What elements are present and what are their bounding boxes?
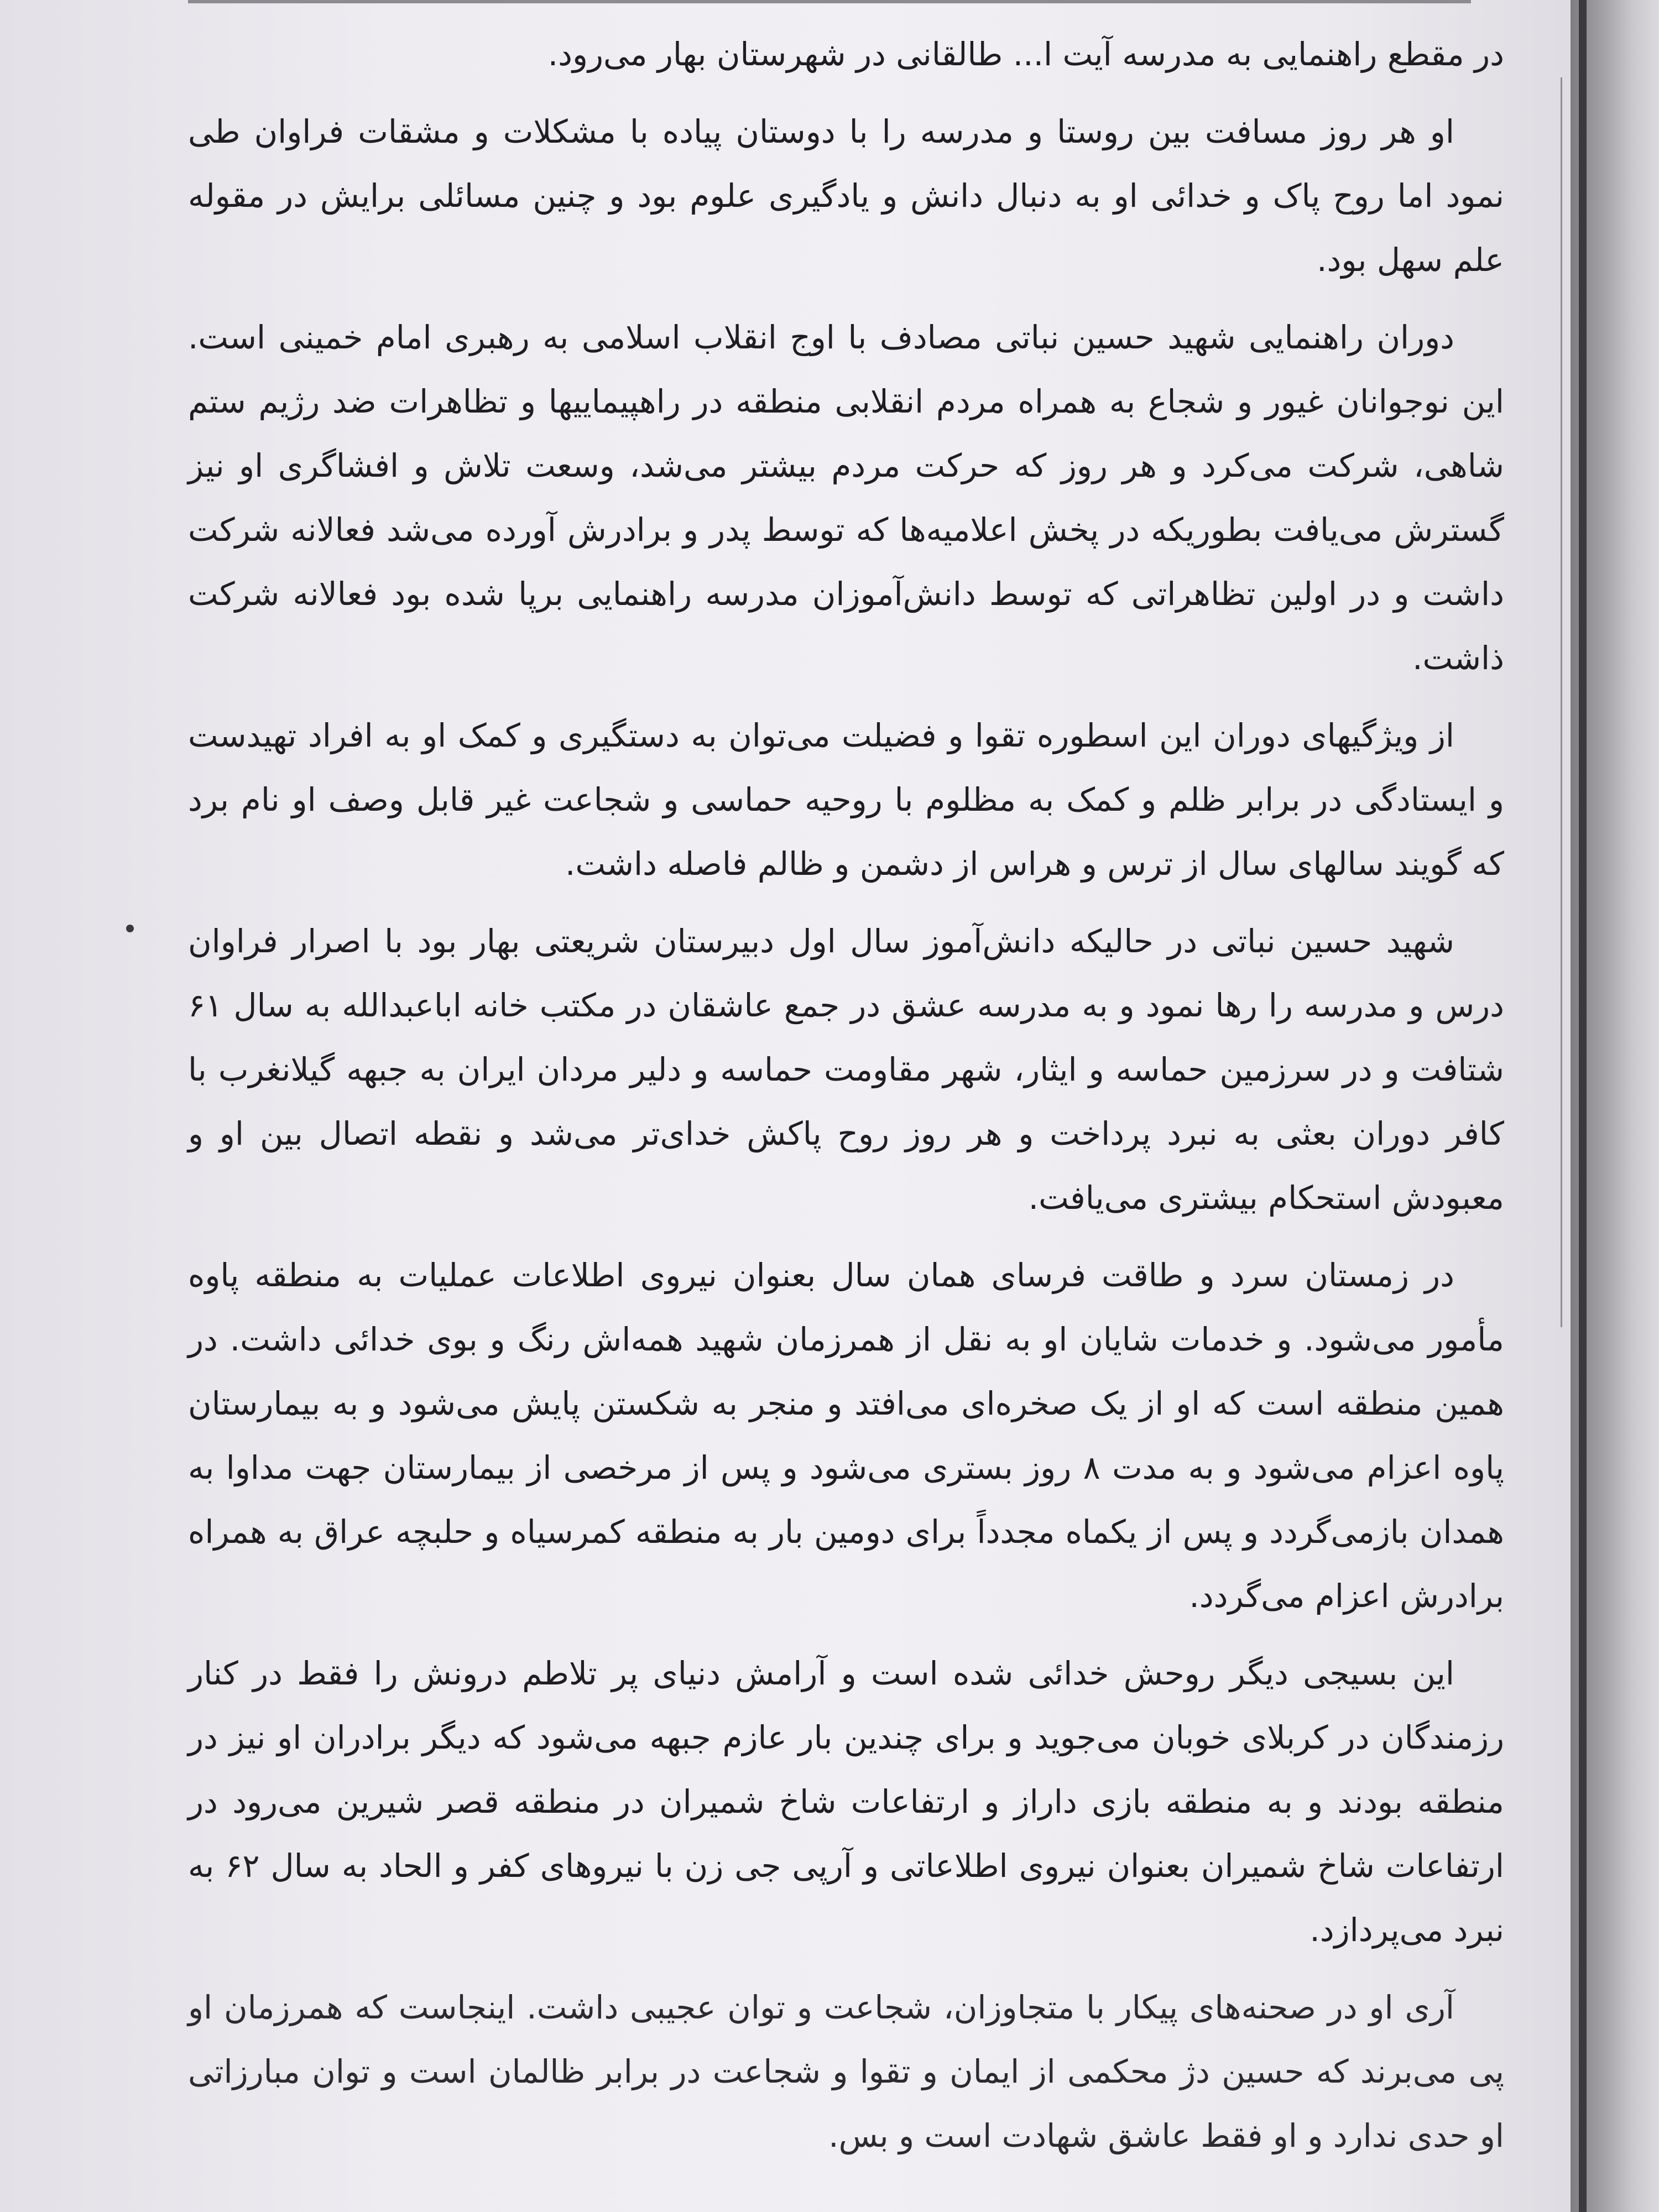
body-text	[188, 22, 1504, 2181]
paragraph-4: از ویژگیهای دوران این اسطوره تقوا و فضیلت می‌توان به دستگیری و کمک او به افراد تهیدست و ایستادگی در برابر ظلم و کمک به مظلوم با روحیه حماسی و شجاعت غیر قابل وصف او نام برد که گویند سالهای سال از ترس و هراس از دشمن و ظالم فاصله داشت.	[188, 717, 1504, 883]
paragraph-5: شهید حسین نباتی در حالیکه دانش‌آموز سال اول دبیرستان شریعتی بهار بود با اصرار فراوان درس و مدرسه را رها نمود و به مدرسه عشق در جمع عاشقان در مکتب خانه اباعبدالله به سال ۶۱ شتافت و در سرزمین حماسه و ایثار، شهر مقاومت حماسه و دلیر مردان ایران به جبهه گیلانغرب با کافر دوران بعثی به نبرد پرداخت و هر روز روح پاکش خدای‌تر می‌شد و نقطه اتصال بین او و معبودش استحکام بیشتری می‌یافت.	[188, 922, 1504, 1217]
paragraph-8: آری او در صحنه‌های پیکار با متجاوزان، شجاعت و توان عجیبی داشت. اینجاست که همرزمان او پی می‌برند که حسین دژ محکمی از ایمان و تقوا و شجاعت در برابر ظالمان است و توان مبارزاتی او حدی ندارد و او فقط عاشق شهادت است و بس.	[188, 1989, 1504, 2154]
paragraph-1: در مقطع راهنمایی به مدرسه آیت ا... طالقانی در شهرستان بهار می‌رود.	[547, 35, 1504, 73]
top-border-line	[188, 0, 1471, 3]
margin-line	[1561, 77, 1562, 1327]
paragraph-6: در زمستان سرد و طاقت فرسای همان سال بعنوان نیروی اطلاعات عملیات به منطقه پاوه مأمور می‌شود. و خدمات شایان او به نقل از همرزمان شهید همه‌اش رنگ و بوی خدائی داشت. در همین منطقه است که او از یک صخره‌ای می‌افتد و منجر به شکستن پایش می‌شود و به بیمارستان پاوه اعزام می‌شود و به مدت ۸ روز بستری می‌شود و پس از مرخصی از بیمارستان جهت مداوا به همدان بازمی‌گردد و پس از یکماه مجدداً برای دومین بار به منطقه کمرسیاه و حلبچه عراق به همراه برادرش اعزام می‌گردد.	[188, 1256, 1504, 1615]
paragraph-2: او هر روز مسافت بین روستا و مدرسه را با دوستان پیاده با مشکلات و مشقات فراوان طی نمود اما روح پاک و خدائی او به دنبال دانش و یادگیری علوم بود و چنین مسائلی برایش در مقوله علم سهل بود.	[188, 113, 1504, 279]
paragraph-3: دوران راهنمایی شهید حسین نباتی مصادف با اوج انقلاب اسلامی به رهبری امام خمینی است. این نوجوانان غیور و شجاع به همراه مردم انقلابی منطقه در راهپیماییها و تظاهرات ضد رژیم ستم شاهی، شرکت می‌کرد و هر روز که حرکت مردم بیشتر می‌شد، وسعت تلاش و افشاگری او نیز گسترش می‌یافت بطوریکه در پخش اعلامیه‌ها که توسط پدر و برادرش آورده می‌شد فعالانه شرکت داشت و در اولین تظاهراتی که توسط دانش‌آموزان مدرسه راهنمایی برپا شده بود فعالانه شرکت ذاشت.	[188, 319, 1504, 677]
margin-dot	[126, 925, 134, 932]
page-edge-shadow	[1579, 0, 1587, 2212]
paragraph-7: این بسیجی دیگر روحش خدائی شده است و آرامش دنیای پر تلاطم درونش را فقط در کنار رزمندگان در کربلای خوبان می‌جوید و برای چندین بار عازم جبهه می‌شود که دیگر برادران او نیز در منطقه بودند و به منطقه بازی داراز و ارتفاعات شاخ شمیران در منطقه قصر شیرین می‌رود در ارتفاعات شاخ شمیران بعنوان نیروی اطلاعاتی و آرپی جی زن با نیروهای کفر و الحاد به سال ۶۲ به نبرد می‌پردازد.	[188, 1655, 1504, 1949]
